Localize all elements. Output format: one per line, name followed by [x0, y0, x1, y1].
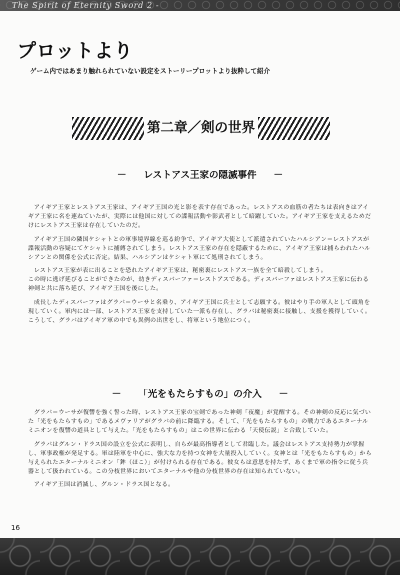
running-title: The Spirit of Eternity Sword 2 - [12, 1, 160, 10]
paragraph: アイギア王国の隣国ケシャトとの軍事境界線を巡る紛争で、アイギア大使として派遣されていたハルシアン＝レストアスが諜報活動の容疑にてケシャトに捕縛されてしまう。レストアス王家の存在を隠蔽するために、アイギア王家は捕らわれたハルシアンとの関係を公式に否定。結果、ハルシアンはケシャト軍にて処刑されてしまう。 [28, 236, 371, 261]
chapter-banner [72, 117, 330, 140]
section-heading [0, 170, 400, 182]
section-heading-text: レストアス王家の隠滅事件 [143, 170, 257, 181]
chapter-title: 第二章／剣の世界 [144, 117, 258, 140]
heading-dash-left: － [111, 389, 122, 400]
running-header-band [0, 0, 400, 11]
section-heading-text: 「光をもたらすもの」の介入 [138, 389, 262, 400]
paragraph: レストアス王家が表に出ることを恐れたアイギア王家は、秘密裏にレストアス一族を全て暗殺してしまう。 この時に逃げ延びることができたのが、幼きディスパーファ＝レストアスである。ディスパーファはレストアス王家に伝わる神剣と共に落ち延び、アイギア王国を後にした。 [28, 268, 369, 293]
paragraph: アイギア王家とレストアス王家は、アイギア王国の光と影を表す存在であった。レストアスの血筋の者たちは表向きはアイギア王家に名を連ねていたが、実際には他国に対しての諜報活動や影武者として暗躍していた。アイギア王家を支えるためだけにレストアス王家は存在していたのだ。 [28, 205, 372, 229]
heading-dash-right: － [273, 170, 284, 181]
page-title: プロットより [17, 40, 134, 62]
section-heading [0, 389, 400, 401]
ornamental-footer-band [0, 538, 400, 575]
paragraph: アイギア王国は消滅し、グルン・ドラス国となる。 [33, 482, 175, 489]
section-body [28, 204, 372, 332]
section-body [28, 409, 372, 515]
paragraph: グラバはグルン・ドラス国の設立を公式に表明し、自らが最高指導者として君臨した。議会はレストアス支持勢力が掌握し、軍事政権が発足する。軍は陸軍を中心に、強大な力を持つ女神を大量投入していく。女神とは「光をもたらすもの」から与えられたエターナルミニオン「鉾（ほこ）」が付けられる存在である。彼女らは意思を持たず、あくまで軍の指令に従う兵器として扱われている。この分枝世界においてエターナルや他の分枝世界の存在は知られていない。 [28, 441, 372, 475]
page-number: 16 [11, 524, 20, 532]
paragraph: グラバ＝ウーサが復讐を強く誓った時、レストアス王家の宝剣であった神剣「夜魔」が覚醒する。その神剣の反応に気づいた「光をもたらすもの」であるメヴァリアがグラバの前に降臨する。そして、「光をもたらすもの」の戦力であるエターナルミニオンを復讐の道具として与えた。「光をもたらすもの」はこの世界に伝わる「天使伝説」と合致していた。 [28, 410, 371, 434]
page-subtitle: ゲーム内ではあまり触れられていない設定をストーリープロットより抜粋して紹介 [30, 67, 271, 75]
paragraph: 成長したディスパーファはグラバ＝ウーサと名乗り、アイギア王国に兵士として志願する。彼はやり手の軍人として頭角を現していく。軍内には一部、レストアス王家を支持していた一派も存在し、グラバは秘密裏に接触し、支援を獲得していく。こうして、グラバはアイギア軍の中でも異例の出世をし、将軍という地位につく。 [28, 299, 372, 324]
heading-dash-right: － [278, 389, 289, 400]
heading-dash-left: － [116, 170, 127, 181]
